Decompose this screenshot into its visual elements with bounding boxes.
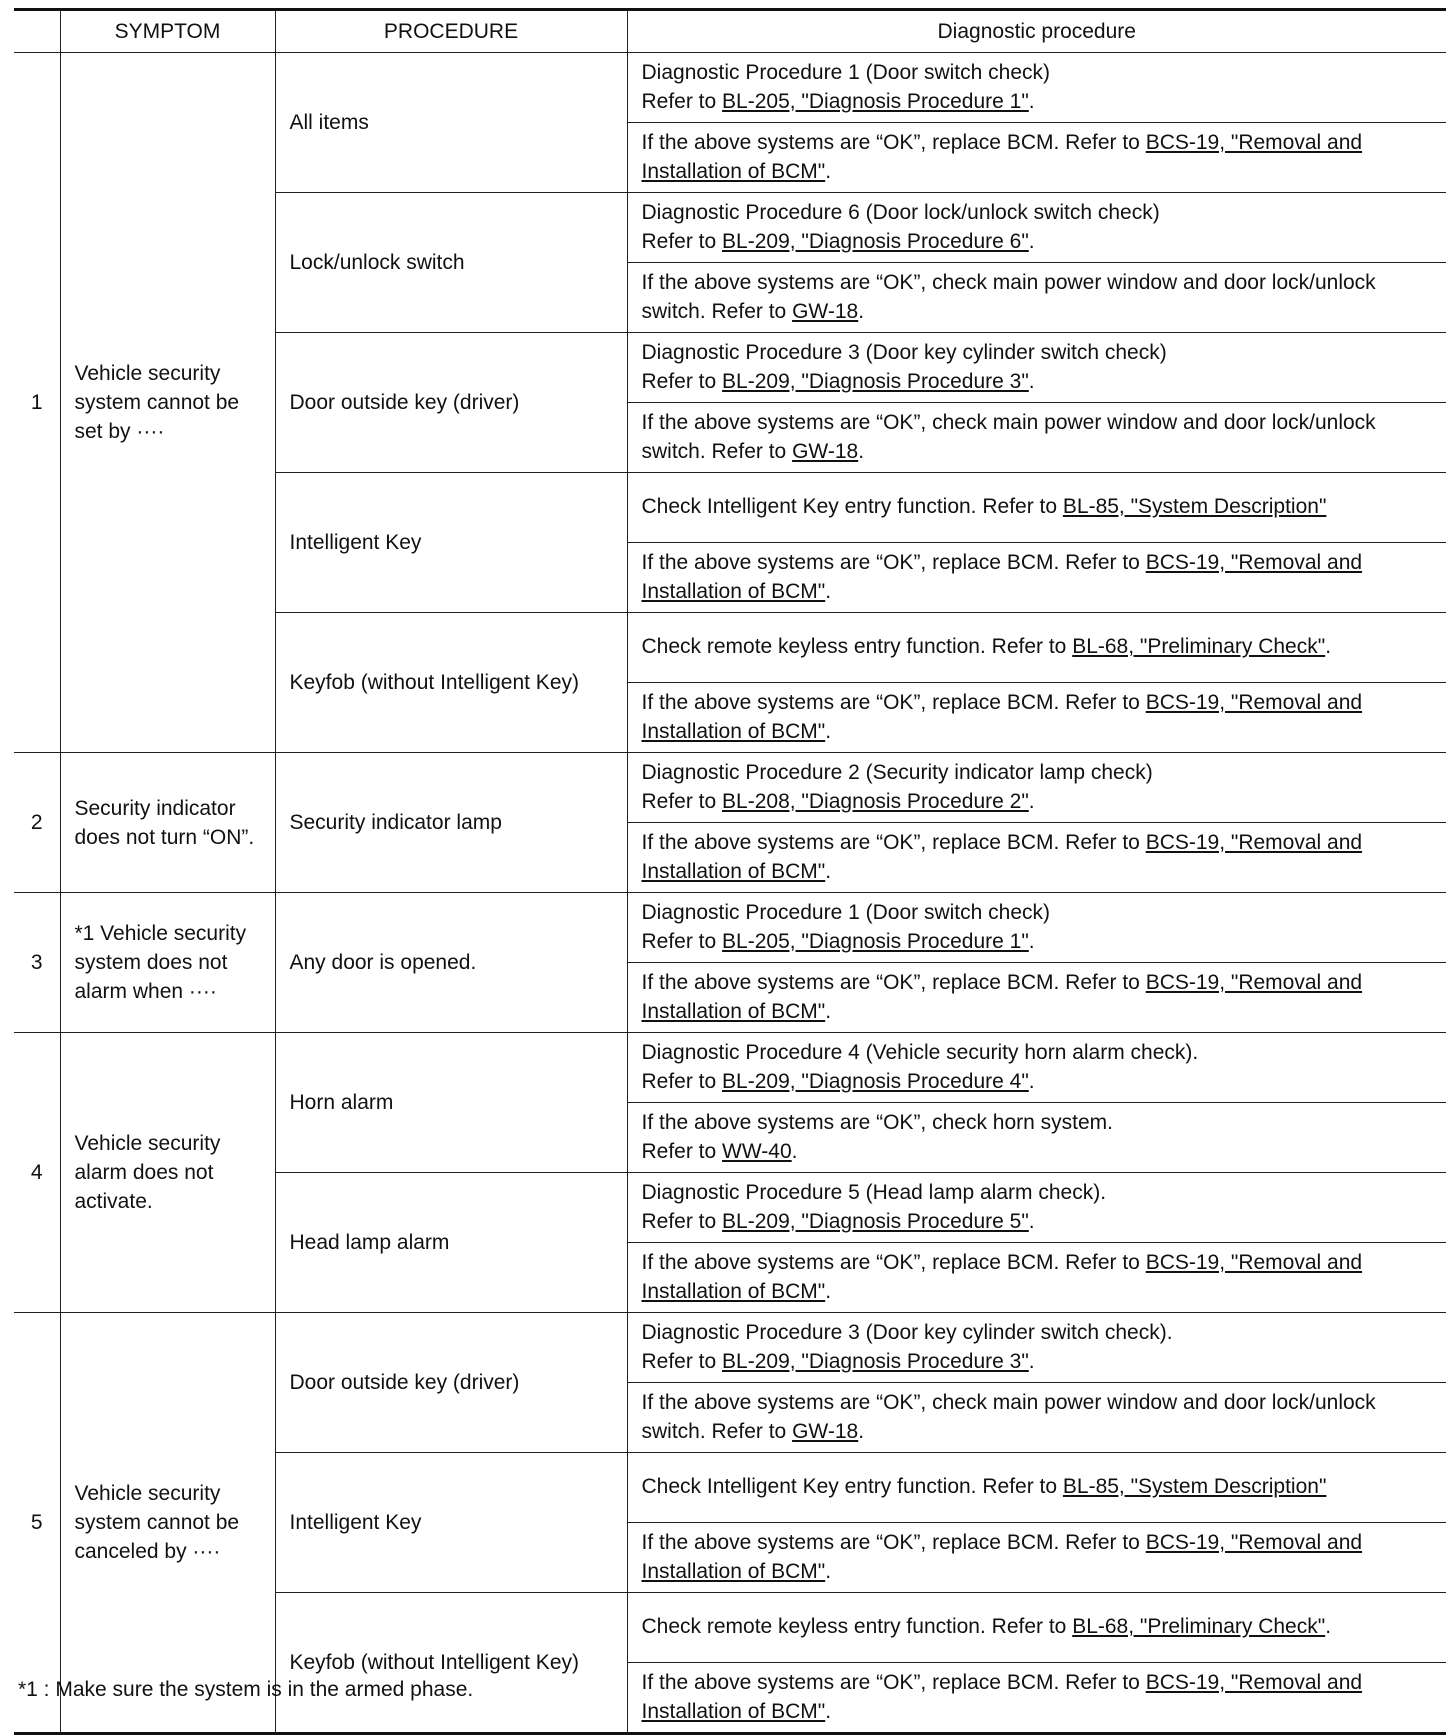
diagnostic-step-cell [627,963,1446,1033]
step-text: If the above systems are “OK”, replace BCM. Refer to [641,1530,1146,1554]
diagnostic-step-cell [627,613,1446,683]
procedure-cell: Intelligent Key [275,473,627,613]
symptom-number: 2 [14,753,60,893]
step-text-end: . [791,1139,798,1163]
step-text-end: . [825,1279,832,1303]
step-text: Diagnostic Procedure 5 (Head lamp alarm check). Refer to [641,1180,1107,1233]
step-text: If the above systems are “OK”, replace BCM. Refer to [641,1250,1146,1274]
step-text: Check remote keyless entry function. Refer to [641,1615,1073,1638]
procedure-cell: Lock/unlock switch [275,193,627,333]
step-text: Diagnostic Procedure 4 (Vehicle security horn alarm check). Refer to [641,1040,1199,1093]
step-text-end: . [825,859,832,883]
procedure-cell: Head lamp alarm [275,1173,627,1313]
step-text-end: . [1325,635,1332,658]
procedure-cell: Any door is opened. [275,893,627,1033]
step-text: Check remote keyless entry function. Refer to [641,635,1073,658]
symptom-number: 4 [14,1033,60,1313]
step-text-end: . [825,999,832,1023]
reference-link[interactable]: BL-68, "Preliminary Check" [1072,1615,1326,1638]
step-text: If the above systems are “OK”, replace BCM. Refer to [641,970,1146,994]
reference-link[interactable]: BCS-19, "Removal and Installation of BCM" [641,1250,1363,1303]
step-text: Diagnostic Procedure 1 (Door switch check) Refer to [641,900,1050,953]
step-text: Diagnostic Procedure 1 (Door switch check) Refer to [641,60,1050,113]
header-symptom: SYMPTOM [60,10,275,53]
header-diagnostic: Diagnostic procedure [627,10,1446,53]
diagnostic-step-cell [627,53,1446,123]
symptom-number: 1 [14,53,60,753]
table-row [14,753,1446,823]
step-text: If the above systems are “OK”, check main power window and door lock/unlock switch. Refer to [641,410,1376,463]
reference-link[interactable]: BL-209, "Diagnosis Procedure 6" [722,229,1029,253]
reference-link[interactable]: BCS-19, "Removal and Installation of BCM" [641,130,1363,183]
symptom-cell: Vehicle security system cannot be set by ···· [60,53,275,753]
step-text: If the above systems are “OK”, replace BCM. Refer to [641,550,1146,574]
step-text: Diagnostic Procedure 6 (Door lock/unlock switch check) Refer to [641,200,1160,253]
header-num [14,10,60,53]
diagnostic-step-cell [627,1173,1446,1243]
step-text: If the above systems are “OK”, replace BCM. Refer to [641,690,1146,714]
diagnostic-step-cell [627,753,1446,823]
diagnosis-table [14,8,1446,1735]
reference-link[interactable]: BCS-19, "Removal and Installation of BCM" [641,1530,1363,1583]
step-text: If the above systems are “OK”, check horn system. Refer to [641,1110,1114,1163]
reference-link[interactable]: BL-205, "Diagnosis Procedure 1" [722,89,1029,113]
step-text-end: . [858,299,865,323]
table-body [14,53,1446,1734]
step-text: If the above systems are “OK”, replace BCM. Refer to [641,1670,1146,1694]
procedure-cell: Door outside key (driver) [275,333,627,473]
reference-link[interactable]: BCS-19, "Removal and Installation of BCM" [641,550,1363,603]
step-text-end: . [1028,1349,1035,1373]
reference-link[interactable]: BL-85, "System Description" [1062,1475,1327,1498]
step-text: If the above systems are “OK”, replace BCM. Refer to [641,130,1146,154]
step-text: Diagnostic Procedure 3 (Door key cylinder switch check). Refer to [641,1320,1173,1373]
step-text-end: . [1028,929,1035,953]
step-text-end: . [1325,1615,1332,1638]
step-text-end: . [825,579,832,603]
diagnostic-step-cell [627,403,1446,473]
reference-link[interactable]: BL-209, "Diagnosis Procedure 3" [722,369,1029,393]
diagnostic-step-cell [627,1593,1446,1663]
reference-link[interactable]: GW-18 [792,1419,859,1443]
reference-link[interactable]: BL-209, "Diagnosis Procedure 5" [722,1209,1029,1233]
table-row [14,1033,1446,1103]
footnote: *1 : Make sure the system is in the armed phase. [18,1678,474,1701]
reference-link[interactable]: GW-18 [792,299,859,323]
step-text: If the above systems are “OK”, replace BCM. Refer to [641,830,1146,854]
table-row [14,1313,1446,1383]
diagnostic-step-cell [627,683,1446,753]
procedure-cell: Security indicator lamp [275,753,627,893]
step-text-end: . [825,719,832,743]
procedure-cell: Keyfob (without Intelligent Key) [275,1593,627,1734]
table-row [14,53,1446,123]
diagnostic-step-cell [627,263,1446,333]
reference-link[interactable]: BL-205, "Diagnosis Procedure 1" [722,929,1029,953]
step-text-end: . [858,1419,865,1443]
reference-link[interactable]: BCS-19, "Removal and Installation of BCM" [641,1670,1363,1723]
procedure-cell: Keyfob (without Intelligent Key) [275,613,627,753]
symptom-cell: *1 Vehicle security system does not alarm when ···· [60,893,275,1033]
diagnostic-step-cell [627,1453,1446,1523]
diagnostic-step-cell [627,1523,1446,1593]
symptom-number: 5 [14,1313,60,1734]
table-header-row [14,10,1446,53]
step-text-end: . [858,439,865,463]
reference-link[interactable]: BCS-19, "Removal and Installation of BCM" [641,690,1363,743]
diagnostic-step-cell [627,1383,1446,1453]
diagnostic-step-cell [627,1033,1446,1103]
step-text-end: . [825,159,832,183]
diagnostic-step-cell [627,473,1446,543]
reference-link[interactable]: WW-40 [722,1139,792,1163]
reference-link[interactable]: GW-18 [792,439,859,463]
header-procedure: PROCEDURE [275,10,627,53]
reference-link[interactable]: BL-85, "System Description" [1062,495,1327,518]
diagnostic-step-cell [627,1103,1446,1173]
procedure-cell: Horn alarm [275,1033,627,1173]
procedure-cell: Door outside key (driver) [275,1313,627,1453]
step-text-end: . [1028,229,1035,253]
procedure-cell: Intelligent Key [275,1453,627,1593]
diagnostic-step-cell [627,543,1446,613]
step-text-end: . [1028,789,1035,813]
diagnostic-step-cell [627,1663,1446,1734]
procedure-cell: All items [275,53,627,193]
reference-link[interactable]: BL-68, "Preliminary Check" [1072,635,1326,658]
step-text-end: . [1028,369,1035,393]
diagnostic-step-cell [627,1243,1446,1313]
diagnostic-step-cell [627,123,1446,193]
reference-link[interactable]: BCS-19, "Removal and Installation of BCM" [641,970,1363,1023]
step-text: If the above systems are “OK”, check main power window and door lock/unlock switch. Refer to [641,1390,1376,1443]
diagnostic-step-cell [627,333,1446,403]
reference-link[interactable]: BL-209, "Diagnosis Procedure 4" [722,1069,1029,1093]
reference-link[interactable]: BL-208, "Diagnosis Procedure 2" [722,789,1029,813]
diagnostic-step-cell [627,1313,1446,1383]
step-text-end: . [1028,1209,1035,1233]
diagnostic-step-cell [627,893,1446,963]
diagnostic-step-cell [627,193,1446,263]
reference-link[interactable]: BL-209, "Diagnosis Procedure 3" [722,1349,1029,1373]
diagnostic-step-cell [627,823,1446,893]
symptom-cell: Vehicle security alarm does not activate. [60,1033,275,1313]
step-text: Check Intelligent Key entry function. Refer to [641,1475,1063,1498]
step-text-end: . [1028,1069,1035,1093]
table-row [14,893,1446,963]
step-text: Check Intelligent Key entry function. Refer to [641,495,1063,518]
reference-link[interactable]: BCS-19, "Removal and Installation of BCM" [641,830,1363,883]
step-text-end: . [1028,89,1035,113]
step-text: If the above systems are “OK”, check main power window and door lock/unlock switch. Refer to [641,270,1376,323]
symptom-cell: Vehicle security system cannot be canceled by ···· [60,1313,275,1734]
step-text-end: . [825,1559,832,1583]
symptom-number: 3 [14,893,60,1033]
symptom-cell: Security indicator does not turn “ON”. [60,753,275,893]
diagnosis-table-document [14,8,1446,1735]
step-text-end: . [825,1699,832,1723]
step-text: Diagnostic Procedure 2 (Security indicator lamp check) Refer to [641,760,1153,813]
step-text: Diagnostic Procedure 3 (Door key cylinder switch check) Refer to [641,340,1167,393]
